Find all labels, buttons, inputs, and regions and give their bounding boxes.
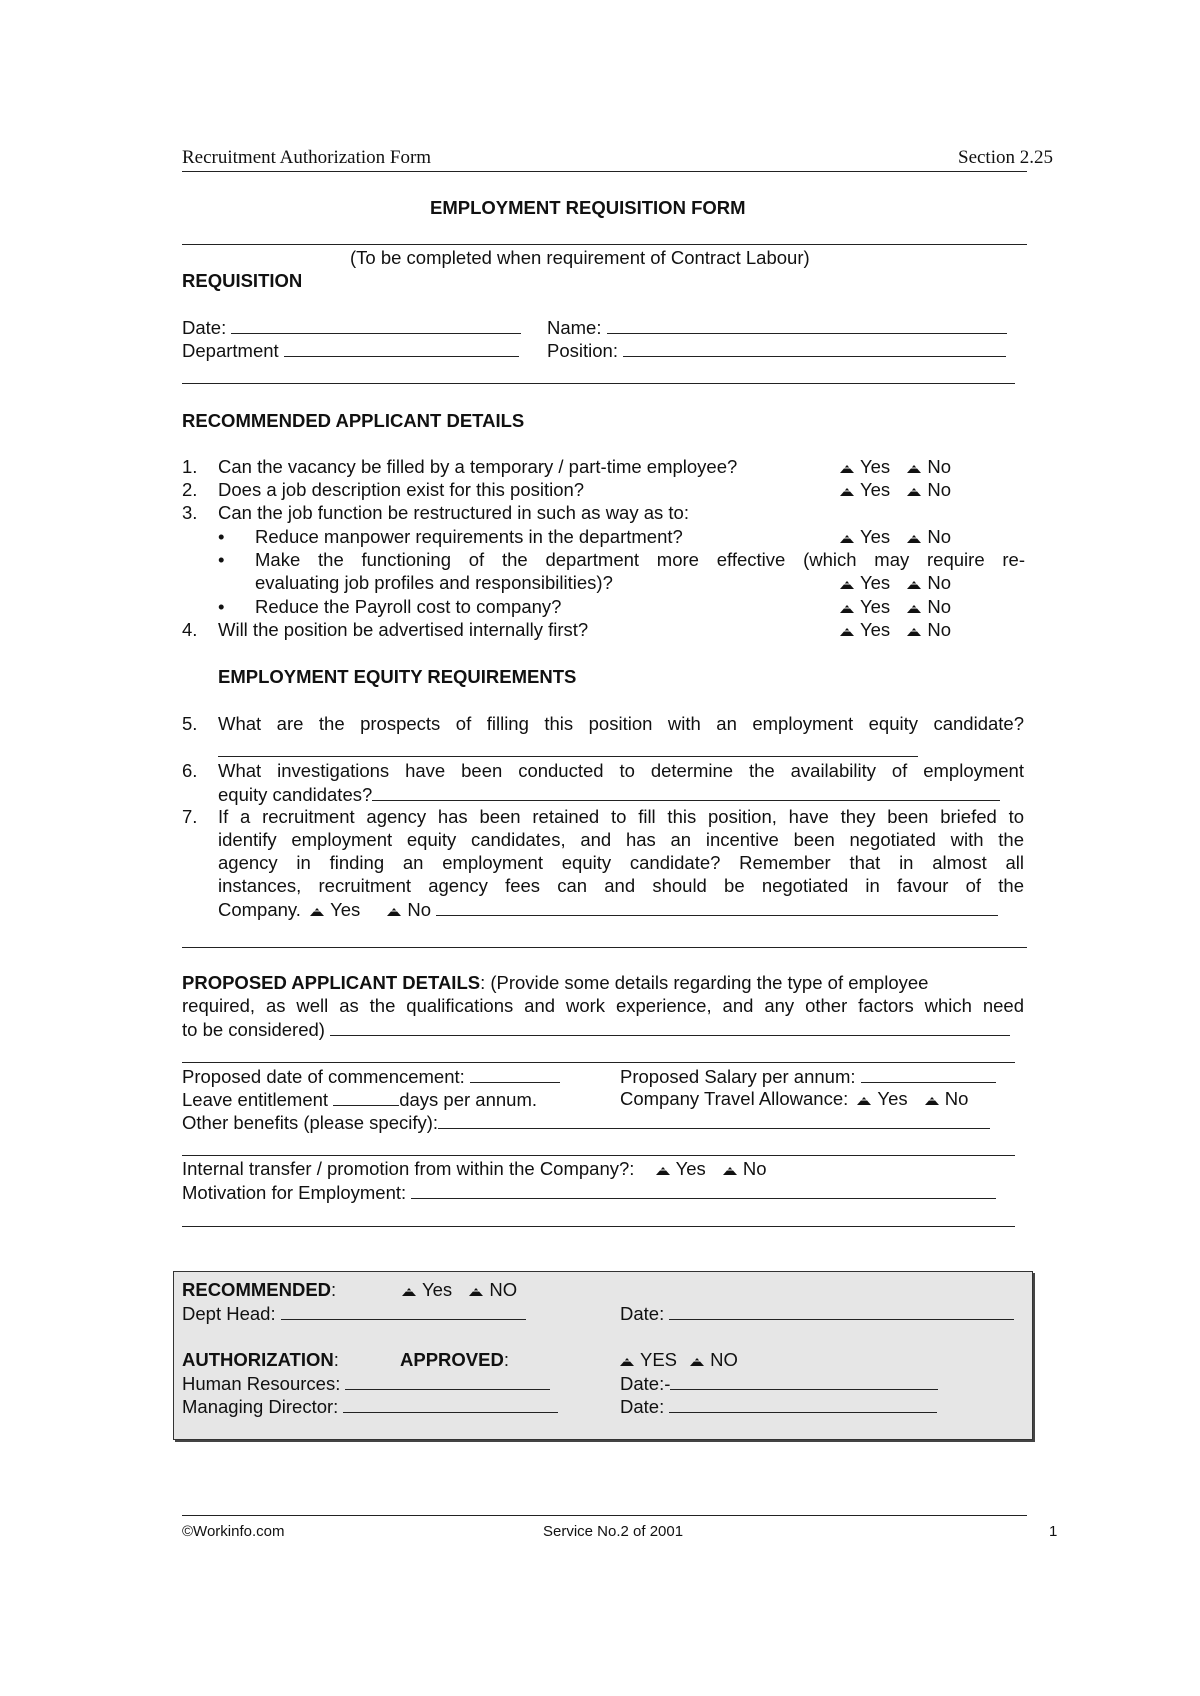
dept-head-row: Dept Head: <box>182 1302 526 1325</box>
date-field[interactable] <box>231 316 521 334</box>
question-1-number: 1. <box>182 456 198 477</box>
equity-heading: EMPLOYMENT EQUITY REQUIREMENTS <box>218 666 577 687</box>
name-field[interactable] <box>607 316 1007 334</box>
other-benefits-line-2[interactable] <box>182 1155 1015 1156</box>
footer-rule <box>182 1515 1027 1516</box>
commencement-row: Proposed date of commencement: <box>182 1065 560 1088</box>
question-4-text: Will the position be advertised internally first? <box>218 619 589 640</box>
dept-head-date-field[interactable] <box>669 1302 1014 1320</box>
checkbox-icon[interactable] <box>310 906 324 917</box>
no-option[interactable]: NO <box>690 1349 738 1370</box>
recommended-row: RECOMMENDED: <box>182 1279 337 1300</box>
checkbox-icon[interactable] <box>907 486 921 497</box>
proposed-details-line-2[interactable] <box>182 1062 1015 1063</box>
yes-option[interactable]: Yes <box>857 1088 907 1109</box>
position-field[interactable] <box>623 339 1006 357</box>
yes-option[interactable]: YES <box>620 1349 677 1370</box>
name-label: Name: <box>547 317 602 338</box>
no-option[interactable]: NO <box>469 1279 517 1300</box>
md-date-field[interactable] <box>669 1395 937 1413</box>
salary-field[interactable] <box>861 1065 996 1083</box>
name-row <box>547 316 1007 339</box>
checkbox-icon[interactable] <box>840 533 854 544</box>
proposed-line-3: to be considered) <box>182 1018 1010 1041</box>
other-benefits-row: Other benefits (please specify): <box>182 1111 990 1134</box>
footer-page-number: 1 <box>1049 1523 1058 1540</box>
no-option[interactable]: No <box>907 456 951 477</box>
yes-no-group-q3c <box>840 596 951 618</box>
no-option[interactable]: No <box>907 596 951 617</box>
hr-date-row: Date:- <box>620 1372 938 1395</box>
proposed-details-field[interactable] <box>330 1018 1010 1036</box>
leave-row: Leave entitlement days per annum. <box>182 1089 537 1110</box>
bullet-icon: • <box>218 596 225 617</box>
question-5-answer-line[interactable] <box>218 756 918 757</box>
question-6-answer-field[interactable] <box>372 783 1000 801</box>
checkbox-icon[interactable] <box>620 1356 634 1367</box>
yes-option[interactable]: Yes <box>840 572 890 593</box>
department-field[interactable] <box>284 339 519 357</box>
no-option[interactable]: No <box>387 899 431 920</box>
checkbox-icon[interactable] <box>907 579 921 590</box>
department-row <box>182 339 519 362</box>
question-3a-text: Reduce manpower requirements in the department? <box>255 526 683 547</box>
yes-no-group-q3a <box>840 526 951 548</box>
internal-transfer-row: Internal transfer / promotion from within the Company?: Yes No <box>182 1158 767 1179</box>
checkbox-icon[interactable] <box>907 626 921 637</box>
yes-option[interactable]: Yes <box>840 456 890 477</box>
yes-option[interactable]: Yes <box>840 526 890 547</box>
question-7-line-1: If a recruitment agency has been retained to fill this position, have they been briefed to <box>218 806 1024 827</box>
yes-no-group-q4 <box>840 619 951 641</box>
section-number: Section 2.25 <box>958 147 1053 168</box>
proposed-line-2: required, as well as the qualifications and work experience, and any other factors which need <box>182 995 1024 1016</box>
checkbox-icon[interactable] <box>857 1095 871 1106</box>
requisition-rule <box>182 383 1015 384</box>
motivation-row: Motivation for Employment: <box>182 1181 996 1204</box>
question-6-number: 6. <box>182 760 198 781</box>
date-label: Date: <box>182 317 227 338</box>
question-2-text: Does a job description exist for this position? <box>218 479 585 500</box>
checkbox-icon[interactable] <box>690 1356 704 1367</box>
yes-option[interactable]: Yes <box>840 596 890 617</box>
checkbox-icon[interactable] <box>907 603 921 614</box>
yes-option[interactable]: Yes <box>310 899 360 920</box>
question-3b-line-2: evaluating job profiles and responsibilities)? <box>255 572 613 593</box>
recommended-applicant-heading: RECOMMENDED APPLICANT DETAILS <box>182 410 525 431</box>
authorization-label: AUTHORIZATION <box>182 1349 334 1370</box>
proposed-heading: PROPOSED APPLICANT DETAILS <box>182 972 481 993</box>
department-label: Department <box>182 340 279 361</box>
checkbox-icon[interactable] <box>840 579 854 590</box>
hr-date-field[interactable] <box>670 1372 938 1390</box>
footer-copyright: ©Workinfo.com <box>182 1523 285 1540</box>
motivation-line-2[interactable] <box>182 1226 1015 1227</box>
approved-row: APPROVED: <box>400 1349 509 1370</box>
yes-no-group-q1 <box>840 456 951 478</box>
checkbox-icon[interactable] <box>840 463 854 474</box>
question-5-text: What are the prospects of filling this position with an employment equity candidate? <box>218 713 1024 734</box>
yes-option[interactable]: Yes <box>840 619 890 640</box>
approved-label: APPROVED <box>400 1349 504 1370</box>
checkbox-icon[interactable] <box>840 626 854 637</box>
form-title: EMPLOYMENT REQUISITION FORM <box>430 197 746 218</box>
bullet-icon: • <box>218 549 225 570</box>
no-option[interactable]: No <box>907 479 951 500</box>
position-row <box>547 339 1006 362</box>
question-3-number: 3. <box>182 502 198 523</box>
checkbox-icon[interactable] <box>656 1165 670 1176</box>
dept-head-date-row: Date: <box>620 1302 1014 1325</box>
question-7-answer-field[interactable] <box>436 898 998 916</box>
date-row <box>182 316 521 339</box>
requisition-heading: REQUISITION <box>182 270 303 291</box>
human-resources-field[interactable] <box>345 1372 550 1390</box>
recommended-label: RECOMMENDED <box>182 1279 332 1300</box>
no-option[interactable]: No <box>907 572 951 593</box>
travel-allowance-row: Company Travel Allowance: Yes No <box>620 1088 969 1109</box>
no-option[interactable]: No <box>723 1158 767 1179</box>
checkbox-icon[interactable] <box>469 1286 483 1297</box>
question-6-line-2: equity candidates? <box>218 783 1000 806</box>
question-7-line-2: identify employment equity candidates, and has an incentive been negotiated with the <box>218 829 1024 850</box>
checkbox-icon[interactable] <box>723 1165 737 1176</box>
checkbox-icon[interactable] <box>840 486 854 497</box>
equity-rule <box>182 947 1027 948</box>
checkbox-icon[interactable] <box>402 1286 416 1297</box>
question-3b-line-1: Make the functioning of the department more effective (which may require re- <box>255 549 1025 570</box>
question-6-line-1: What investigations have been conducted to determine the availability of employment <box>218 760 1024 781</box>
salary-row: Proposed Salary per annum: <box>620 1065 996 1088</box>
yes-no-group-q3b <box>840 572 951 594</box>
question-5-number: 5. <box>182 713 198 734</box>
leave-days-field[interactable] <box>333 1088 399 1106</box>
question-7-line-5: Company. Yes No <box>218 898 998 921</box>
checkbox-icon[interactable] <box>925 1095 939 1106</box>
question-3c-text: Reduce the Payroll cost to company? <box>255 596 562 617</box>
form-subtitle: (To be completed when requirement of Contract Labour) <box>350 247 810 268</box>
position-label: Position: <box>547 340 618 361</box>
managing-director-row: Managing Director: <box>182 1395 558 1418</box>
yes-option[interactable]: Yes <box>402 1279 452 1300</box>
header-title: Recruitment Authorization Form <box>182 147 432 168</box>
question-7-line-3: agency in finding an employment equity candidate? Remember that in almost all <box>218 852 1024 873</box>
motivation-field[interactable] <box>411 1181 996 1199</box>
human-resources-row: Human Resources: <box>182 1372 550 1395</box>
question-7-number: 7. <box>182 806 198 827</box>
yes-option[interactable]: Yes <box>656 1158 706 1179</box>
no-option[interactable]: No <box>907 619 951 640</box>
approved-options <box>620 1349 738 1371</box>
no-option[interactable]: No <box>925 1088 969 1109</box>
commencement-field[interactable] <box>470 1065 560 1083</box>
authorization-row: AUTHORIZATION: <box>182 1349 339 1370</box>
checkbox-icon[interactable] <box>907 533 921 544</box>
no-option[interactable]: No <box>907 526 951 547</box>
recommended-options <box>402 1279 517 1301</box>
proposed-line-1: PROPOSED APPLICANT DETAILS: (Provide some details regarding the type of employee <box>182 972 929 993</box>
dept-head-field[interactable] <box>281 1302 526 1320</box>
question-3-text: Can the job function be restructured in such as way as to: <box>218 502 689 523</box>
bullet-icon: • <box>218 526 225 547</box>
checkbox-icon[interactable] <box>387 906 401 917</box>
footer-service-number: Service No.2 of 2001 <box>543 1523 684 1540</box>
question-4-number: 4. <box>182 619 198 640</box>
checkbox-icon[interactable] <box>907 463 921 474</box>
header-rule <box>182 171 1027 172</box>
question-2-number: 2. <box>182 479 198 500</box>
question-1-text: Can the vacancy be filled by a temporary / part-time employee? <box>218 456 738 477</box>
other-benefits-field[interactable] <box>438 1111 990 1129</box>
title-rule <box>182 244 1027 245</box>
yes-option[interactable]: Yes <box>840 479 890 500</box>
managing-director-field[interactable] <box>343 1395 558 1413</box>
md-date-row: Date: <box>620 1395 937 1418</box>
yes-no-group-q2 <box>840 479 951 501</box>
checkbox-icon[interactable] <box>840 603 854 614</box>
question-7-line-4: instances, recruitment agency fees can and should be negotiated in favour of the <box>218 875 1024 896</box>
